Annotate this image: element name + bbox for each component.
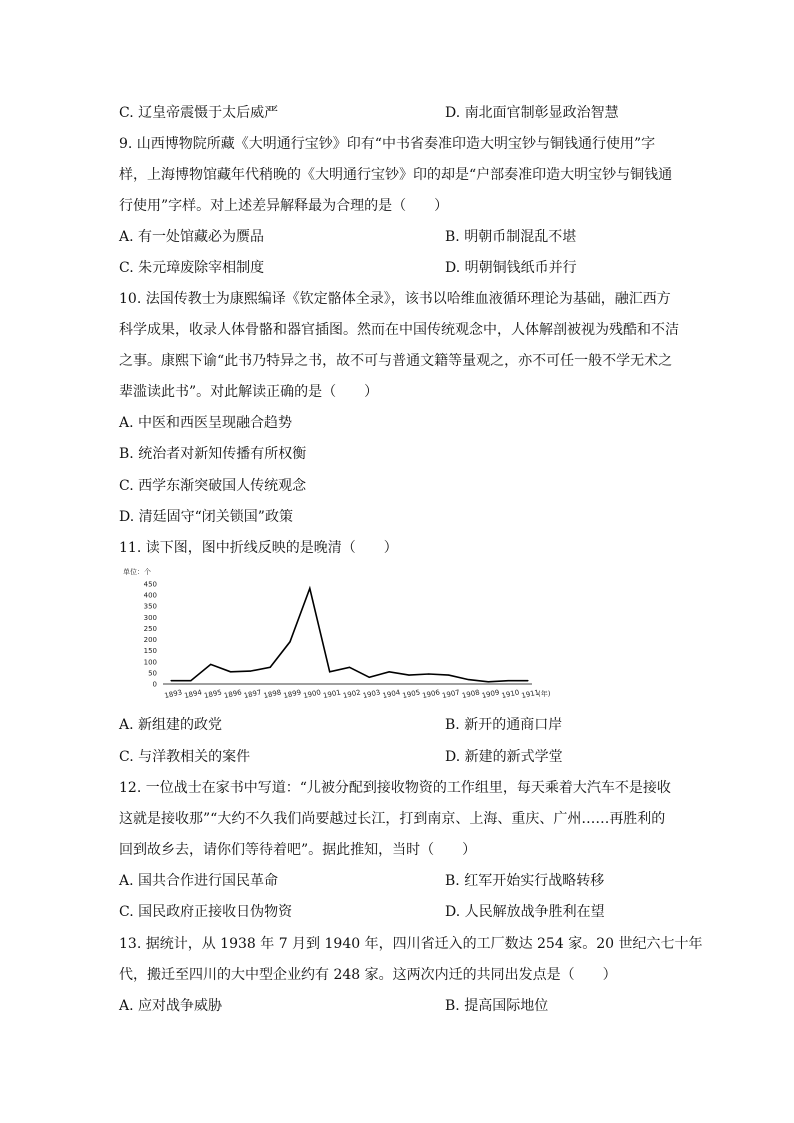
q12-option-a: A. 国共合作进行国民革命 — [119, 873, 279, 889]
data-point — [289, 641, 290, 642]
data-point — [428, 673, 429, 674]
x-tick-label: 1908 — [461, 688, 481, 700]
data-point — [190, 680, 191, 681]
x-tick-label: 1895 — [203, 688, 223, 700]
q11-option-a: A. 新组建的政党 — [119, 717, 223, 733]
q12-stem-line-2: 这就是接收那”“大约不久我们尚要越过长江，打到南京、上海、重庆、广州……再胜利的 — [119, 811, 666, 827]
y-tick-label: 450 — [143, 580, 157, 589]
q9-stem-line-3: 行使用”字样。对上述差异解释最为合理的是（ ） — [119, 198, 449, 214]
q13-option-a: A. 应对战争威胁 — [119, 998, 223, 1014]
x-axis — [163, 684, 551, 700]
q10-option-a: A. 中医和西医呈现融合趋势 — [119, 415, 293, 431]
data-point — [468, 679, 469, 680]
q10-stem-line-4: 辈滥读此书”。对此解读正确的是（ ） — [119, 384, 379, 400]
q10-option-d: D. 清廷固守“闭关锁国”政策 — [119, 509, 293, 525]
q8-option-d: D. 南北面官制彰显政治智慧 — [445, 105, 619, 121]
q12-stem-line-1: 12. 一位战士在家书中写道：“儿被分配到接收物资的工作组里，每天乘着大汽车不是接收 — [119, 780, 671, 796]
q9-option-d: D. 明朝铜钱纸币并行 — [445, 260, 577, 276]
y-tick-label: 50 — [148, 669, 157, 678]
x-unit-label: (年) — [538, 690, 551, 698]
q10-stem-line-2: 科学成果，收录人体骨骼和器官插图。然而在中国传统观念中，人体解剖被视为残酷和不洁 — [119, 322, 679, 338]
q8-option-c: C. 辽皇帝震慑于太后威严 — [119, 105, 279, 121]
q12-option-b: B. 红军开始实行战略转移 — [445, 873, 605, 889]
x-tick-label: 1911 — [520, 688, 540, 700]
y-tick-label: 150 — [143, 647, 157, 656]
x-tick-label: 1901 — [322, 688, 342, 700]
q10-stem-line-3: 之事。康熙下谕“此书乃特异之书，故不可与普通文籍等量观之，亦不可任一般不学无术之 — [119, 353, 673, 369]
y-tick-label: 0 — [152, 680, 157, 689]
x-tick-label: 1909 — [481, 688, 501, 700]
data-point — [508, 680, 509, 681]
data-point — [488, 681, 489, 682]
y-tick-label: 250 — [143, 624, 157, 633]
q9-stem-line-1: 9. 山西博物院所藏《大明通行宝钞》印有“中书省奏准印造大明宝钞与铜钱通行使用”字 — [119, 136, 656, 152]
line-chart — [123, 564, 553, 714]
q11-option-b: B. 新开的通商口岸 — [445, 717, 563, 733]
data-point — [329, 671, 330, 672]
data-point — [408, 675, 409, 676]
q9-option-b: B. 明朝币制混乱不堪 — [445, 229, 577, 245]
x-tick-label: 1904 — [381, 688, 402, 700]
q13-option-b: B. 提高国际地位 — [445, 998, 549, 1014]
y-axis — [144, 581, 157, 689]
q13-stem-line-2: 代，搬迁至四川的大中型企业约有 248 家。这两次内迁的共同出发点是（ ） — [119, 967, 617, 983]
data-point — [270, 667, 271, 668]
data-point — [170, 680, 171, 681]
q10-stem-line-1: 10. 法国传教士为康熙编译《钦定骼体全录》，该书以哈维血液循环理论为基础，融汇西方 — [119, 291, 671, 307]
data-point — [309, 588, 310, 589]
q9-stem-line-2: 样，上海博物馆藏年代稍晚的《大明通行宝钞》印的却是“户部奏准印造大明宝钞与铜钱通 — [119, 167, 673, 183]
x-tick-label: 1910 — [500, 688, 521, 700]
x-tick-label: 1902 — [342, 688, 362, 700]
q13-stem-line-1: 13. 据统计，从 1938 年 7 月到 1940 年，四川省迁入的工厂数达 254 家。20 世纪六七十年 — [119, 936, 703, 952]
data-point — [369, 677, 370, 678]
x-tick-label: 1907 — [441, 688, 461, 700]
data-points — [170, 588, 528, 683]
x-tick-label: 1898 — [262, 688, 283, 700]
x-tick-label: 1897 — [243, 688, 263, 700]
chart-unit-label: 单位：个 — [123, 568, 151, 576]
q12-stem-line-3: 回到故乡去，请你们等待着吧”。据此推知，当时（ ） — [119, 842, 477, 858]
data-point — [230, 671, 231, 672]
x-tick-label: 1906 — [421, 688, 441, 700]
x-tick-label: 1903 — [362, 688, 382, 700]
data-point — [527, 680, 528, 681]
q12-option-c: C. 国民政府正接收日伪物资 — [119, 904, 293, 920]
y-tick-label: 300 — [143, 613, 157, 622]
x-tick-label: 1896 — [223, 688, 243, 700]
q9-option-a: A. 有一处馆藏必为赝品 — [119, 229, 265, 245]
q9-option-c: C. 朱元璋废除宰相制度 — [119, 260, 265, 276]
q10-option-b: B. 统治者对新知传播有所权衡 — [119, 446, 307, 462]
data-point — [448, 675, 449, 676]
y-tick-label: 100 — [143, 658, 157, 667]
x-tick-label: 1899 — [282, 688, 302, 700]
y-tick-label: 200 — [143, 636, 157, 645]
q12-option-d: D. 人民解放战争胜利在望 — [445, 904, 605, 920]
data-point — [250, 671, 251, 672]
x-tick-label: 1900 — [302, 688, 322, 700]
x-tick-label: 1894 — [183, 688, 203, 700]
x-tick-label: 1893 — [163, 688, 183, 700]
data-point — [210, 664, 211, 665]
data-point — [389, 671, 390, 672]
x-tick-label: 1905 — [401, 688, 421, 700]
y-tick-label: 350 — [143, 602, 157, 611]
q11-option-c: C. 与洋教相关的案件 — [119, 749, 251, 765]
q11-option-d: D. 新建的新式学堂 — [445, 749, 563, 765]
q10-option-c: C. 西学东渐突破国人传统观念 — [119, 478, 307, 494]
y-tick-label: 400 — [143, 591, 157, 600]
q11-stem: 11. 读下图，图中折线反映的是晚清（ ） — [119, 540, 398, 556]
data-point — [349, 667, 350, 668]
